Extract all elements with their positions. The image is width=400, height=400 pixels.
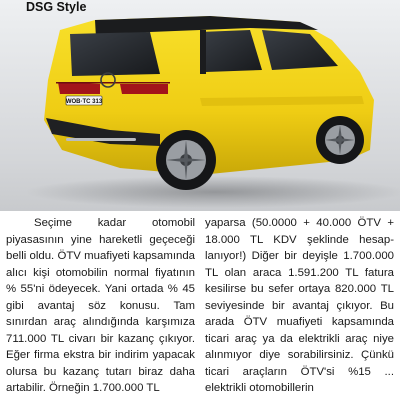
taillight-bar: [56, 82, 170, 84]
rear-wheel: [156, 130, 216, 190]
left-taillight: [58, 82, 100, 94]
window-pillar: [200, 30, 206, 74]
bumper-trim: [66, 138, 136, 141]
rear-window: [70, 32, 160, 76]
article-column-right: yaparsa (50.0000 + 40.000 ÖTV + 18.000 TL KDV şeklinde hesaplanıyor!) Diğer bir deyişle 1.700.000 TL olan araca 1.591.200 TL fatura kesilirse bu sefer ortaya 820.000 TL seviyesinde bir avantaj çıkıyor. Bu arada ÖTV muafiyeti kapsamında ticari araç ya da elektrikli araç niye alınmıyor diye sorabilirsiniz. Çünkü ticari araçların ÖTV'si %15 ... elektrikli otomobillerin: [205, 217, 394, 394]
right-taillight: [120, 84, 168, 94]
article-column-left: Seçime kadar otomobil piyasasının yine hareketli geçeceği belli oldu. ÖTV muafiyeti kapsamında alıcı kişi otomobilin normal fiyatının % 55'ni ödeyecek. Yani ortada % 45 gibi avantaj söz konusu. Tam sınırdan araç alındığında karşımıza 711.000 TL civarı bir kazanç çıkıyor. Eğer firma ekstra bir indirim yapacak olursa bu kazanç tutarı biraz daha artabilir. Örneğin 1.700.000 TL: [6, 217, 195, 394]
article-body: [0, 215, 400, 400]
car-shadow: [25, 176, 400, 208]
photo-caption: DSG Style: [26, 0, 87, 14]
license-plate-text: WOB·TC 313: [65, 99, 103, 105]
front-wheel: [316, 116, 364, 164]
